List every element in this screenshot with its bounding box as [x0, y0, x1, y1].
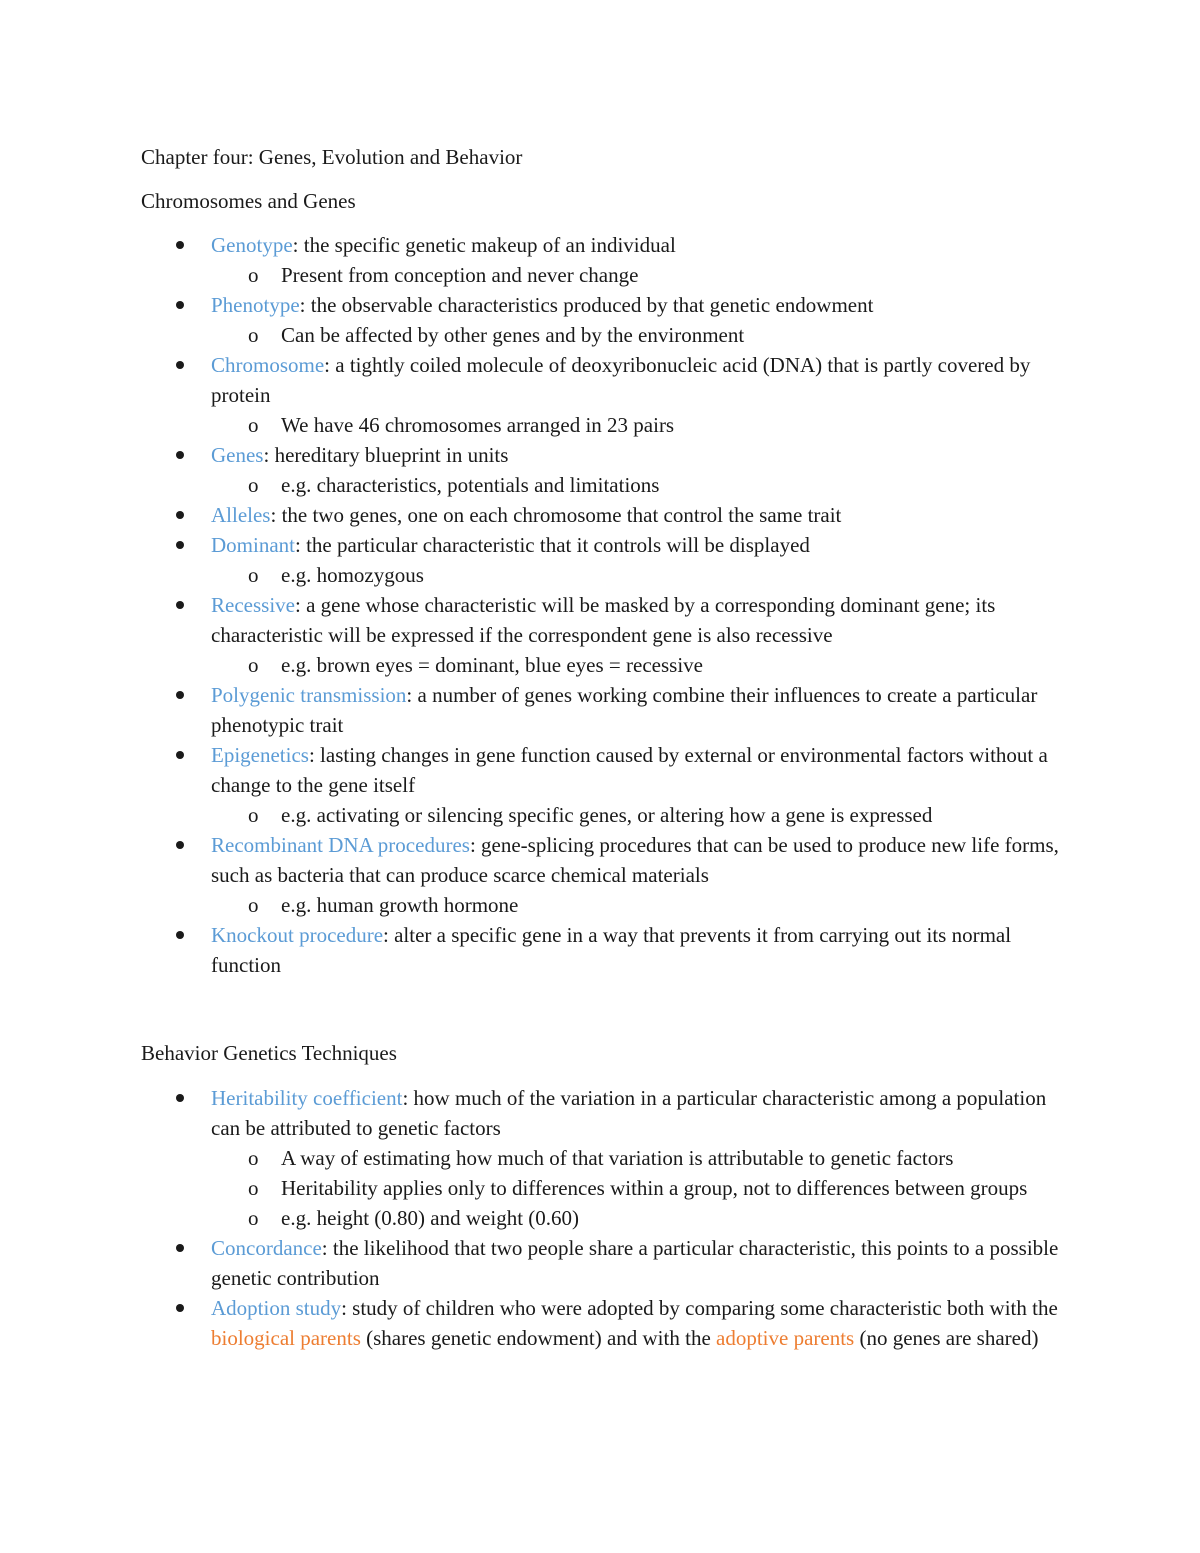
term-definition: : the two genes, one on each chromosome that control the same trait [270, 503, 842, 527]
term-definition: : gene-splicing procedures that can be used to produce new life forms, such as bacteria that can produce scarce chemical materials [211, 833, 1059, 887]
term-definition: : lasting changes in gene function caused by external or environmental factors without a change to the gene itself [211, 743, 1048, 797]
term-definition: : alter a specific gene in a way that prevents it from carrying out its normal function [211, 923, 1012, 977]
term-knockout-procedure: Knockout procedure [211, 923, 384, 947]
sub-item: o We have 46 chromosomes arranged in 23 pairs [210, 410, 1071, 440]
list-item [141, 830, 1071, 920]
list-item [141, 680, 1071, 740]
section-heading-chromosomes: Chromosomes and Genes [141, 189, 356, 213]
term-definition: : study of children who were adopted by comparing some characteristic both with the [341, 1296, 1058, 1320]
sub-item: o e.g. brown eyes = dominant, blue eyes = recessive [210, 650, 1071, 680]
chapter-title: Chapter four: Genes, Evolution and Behavior [141, 145, 523, 169]
term-phenotype: Phenotype [211, 293, 300, 317]
term-genes: Genes [211, 443, 264, 467]
term-definition-end: (no genes are shared) [854, 1326, 1039, 1350]
term-genotype: Genotype [211, 233, 293, 257]
sub-item: o Heritability applies only to differences within a group, not to differences between groups [210, 1173, 1071, 1203]
highlight-biological-parents: biological parents [211, 1326, 361, 1350]
term-definition: : the specific genetic makeup of an individual [292, 233, 676, 257]
list-item [141, 1083, 1071, 1233]
sub-item: o e.g. human growth hormone [210, 890, 1071, 920]
sub-item: o A way of estimating how much of that variation is attributable to genetic factors [210, 1143, 1071, 1173]
term-chromosome: Chromosome [211, 353, 325, 377]
term-concordance: Concordance [211, 1236, 322, 1260]
term-alleles: Alleles [211, 503, 271, 527]
list-item [141, 350, 1071, 440]
term-adoption-study: Adoption study [211, 1296, 342, 1320]
sub-item: o Can be affected by other genes and by the environment [210, 320, 1071, 350]
sub-item: o Present from conception and never change [210, 260, 1071, 290]
sub-item: o e.g. activating or silencing specific genes, or altering how a gene is expressed [210, 800, 1071, 830]
behavior-genetics-term-list [141, 1083, 1071, 1353]
highlight-adoptive-parents: adoptive parents [716, 1326, 855, 1350]
sub-item: o e.g. height (0.80) and weight (0.60) [210, 1203, 1071, 1233]
term-polygenic-transmission: Polygenic transmission [211, 683, 407, 707]
term-definition: : a tightly coiled molecule of deoxyribonucleic acid (DNA) that is partly covered by protein [211, 353, 1031, 407]
term-heritability-coefficient: Heritability coefficient [211, 1086, 403, 1110]
term-definition: : the likelihood that two people share a particular characteristic, this points to a possible genetic contribution [211, 1236, 1059, 1290]
list-item [141, 1293, 1071, 1353]
term-recessive: Recessive [211, 593, 295, 617]
term-definition: : how much of the variation in a particular characteristic among a population can be attributed to genetic factors [211, 1086, 1047, 1140]
list-item [141, 1233, 1071, 1293]
term-definition: : a gene whose characteristic will be masked by a corresponding dominant gene; its characteristic will be expressed if the correspondent gene is also recessive [211, 593, 996, 647]
term-definition: : the particular characteristic that it controls will be displayed [295, 533, 810, 557]
term-definition-continued: (shares genetic endowment) and with the [360, 1326, 717, 1350]
list-item [141, 740, 1071, 830]
list-item [141, 500, 1071, 530]
sub-item: o e.g. homozygous [210, 560, 1071, 590]
list-item [141, 290, 1071, 350]
list-item [141, 230, 1071, 290]
list-item [141, 920, 1071, 980]
sub-item: o e.g. characteristics, potentials and limitations [210, 470, 1071, 500]
term-definition: : the observable characteristics produced by that genetic endowment [299, 293, 874, 317]
list-item [141, 530, 1071, 590]
list-item [141, 440, 1071, 500]
term-recombinant-dna: Recombinant DNA procedures [211, 833, 470, 857]
term-definition: : a number of genes working combine their influences to create a particular phenotypic trait [211, 683, 1038, 737]
term-epigenetics: Epigenetics [211, 743, 309, 767]
chromosomes-term-list [141, 230, 1071, 980]
section-heading-behavior-genetics: Behavior Genetics Techniques [141, 1041, 397, 1065]
list-item [141, 590, 1071, 680]
term-definition: : hereditary blueprint in units [263, 443, 509, 467]
term-dominant: Dominant [211, 533, 295, 557]
